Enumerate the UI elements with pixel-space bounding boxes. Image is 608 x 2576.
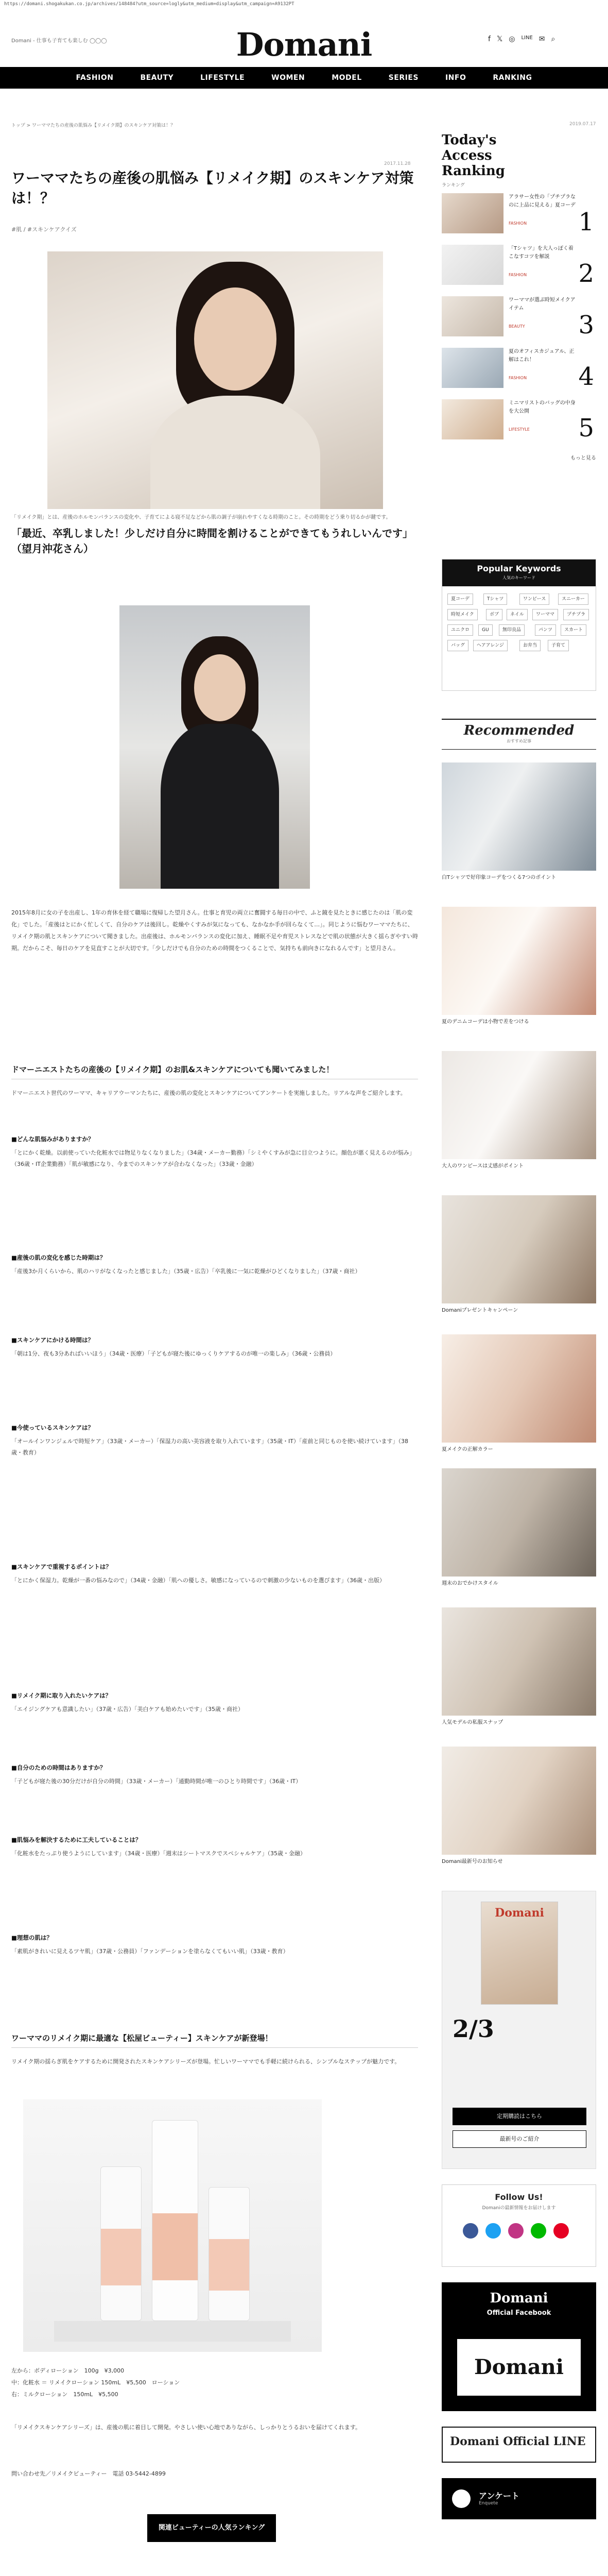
ranking-number: 4 [578,362,594,391]
recommended-item-text: 人気モデルの私服スナップ [442,1720,503,1725]
keyword-tag[interactable]: ユニクロ [447,624,473,636]
line-banner-text: Domani Official LINE [450,2435,586,2448]
article-quote: 「最近、卒乳しました！少しだけ自分に時間を割けることができてもうれしいんです」（望月沖花さん） [11,527,413,555]
product-image [23,2099,322,2352]
hero-image [47,251,383,509]
qa-question: ■スキンケアにかける時間は？ [11,1336,94,1344]
follow-instagram-icon[interactable] [508,2223,524,2239]
recommended-header [442,719,596,750]
qa-item [11,1422,418,1556]
line-banner[interactable] [442,2427,596,2463]
ranking-item-cat: BEAUTY [509,324,525,329]
ranking-item-text: ワーママが選ぶ時短メイクアイテム [509,297,576,311]
keyword-tag[interactable]: ボブ [486,609,502,620]
main-nav [0,67,608,89]
nav-info[interactable]: INFO [445,74,466,82]
ranking-title: Today's Access Ranking [442,132,505,179]
article-date: 2017.11.28 [384,161,411,166]
survey-sub: Enquete [479,2501,498,2506]
qa-question: ■肌悩みを解決するために工夫していることは？ [11,1836,142,1843]
recommended-item-text: 白Tシャツで好印象コーデをつくる7つのポイント [442,875,557,880]
section1-title: ドマーニエストたちの産後の【リメイク期】のお肌&スキンケアについても聞いてみました！ [11,1064,418,1079]
qa-item [11,1252,418,1329]
nav-lifestyle[interactable]: LIFESTYLE [200,74,245,82]
qa-question: ■スキンケアで重視するポイントは？ [11,1563,112,1570]
search-icon[interactable]: ⌕ [551,35,555,43]
ranking-item-cat: FASHION [509,376,527,380]
article-title: ワーママたちの産後の肌悩み【リメイク期】のスキンケア対策は！？ [11,170,414,207]
product-line: 右：ミルクローション 150mL ¥5,500 [11,2391,118,2398]
keyword-tag[interactable]: GU [478,624,493,636]
qa-question: ■リメイク期に取り入れたいケアは？ [11,1692,112,1699]
tagline: Domani - 仕事も子育ても楽しむ ◯◯◯ [11,38,107,44]
keyword-tag[interactable]: スニーカー [558,594,588,605]
keyword-tag[interactable]: 子育て [548,640,569,651]
magazine-date: 2/3 [453,2015,494,2043]
magazine-cover-logo: Domani [495,1906,544,1920]
keyword-tag[interactable]: ワンピース [519,594,549,605]
ranking-item-text: 夏のオフィスカジュアル、正解はこれ！ [509,349,575,363]
subscribe-button[interactable]: 定期購読はこちら [453,2108,586,2125]
recommended-item[interactable] [442,1747,596,1875]
product-note: 「リメイクスキンケアシリーズ」は、産後の肌に着目して開発。やさしい使い心地でありながら、しっかりとうるおいを届けてくれます。 [11,2424,361,2431]
nav-beauty[interactable]: BEAUTY [140,74,174,82]
qa-answer: 「朝は1分、夜も3分あればいいほう」（34歳・医療）「子どもが寝た後にゆっくりケアするのが唯一の楽しみ」（36歳・公務員） [11,1350,336,1357]
keywords-sub: 人気のキーワード [502,575,535,580]
ranking-item-text: ミニマリストのバッグの中身を大公開 [509,400,576,414]
keywords-box [442,559,596,691]
recommended-item[interactable] [442,1607,596,1736]
ranking-number: 3 [578,311,594,340]
keyword-tag[interactable]: バッグ [447,640,468,651]
qa-question: ■今使っているスキンケアは？ [11,1424,94,1431]
facebook-title: Official Facebook [487,2309,551,2317]
qa-answer: 「子どもが寝た後の30分だけが自分の時間」（33歳・メーカー）「通勤時間が唯一のひとり時間です」（36歳・IT） [11,1778,302,1785]
follow-twitter-icon[interactable] [485,2223,501,2239]
portrait-image [119,605,310,889]
keyword-tag[interactable]: お弁当 [519,640,541,651]
ranking-item[interactable] [442,193,596,241]
shop-info: 問い合わせ先／リメイクビューティー 電話 03-5442-4899 [11,2470,166,2477]
recommended-item-text: 大人のワンピースは丈感がポイント [442,1163,524,1169]
ranking-item[interactable] [442,245,596,292]
url-bar[interactable]: https://domani.shogakukan.co.jp/archives/148484?utm_source=logly&utm_medium=display&utm_campaign=A9132PT [4,2,294,7]
section2-intro: リメイク期の揺らぎ肌をケアするために開発されたスキンケアシリーズが登場。忙しいワーママでも手軽に続けられる、シンプルなステップが魅力です。 [11,2058,401,2065]
qa-question: ■理想の肌は？ [11,1934,53,1941]
keyword-tag[interactable]: 無印良品 [499,624,525,636]
product-list [11,2365,418,2400]
recommended-item[interactable] [442,1195,596,1324]
ranking-button[interactable]: 関連ビューティーの人気ランキング [147,2514,276,2542]
recommended-item-text: Domani最新号のお知らせ [442,1859,503,1865]
qa-answer: 「とにかく乾燥。以前使っていた化粧水では物足りなくなりました」（34歳・メーカー勤務）「シミやくすみが急に目立つように。顔色が悪く見えるのが悩み」（36歳・IT企業勤務）「肌が敏感になり、今までのスキンケアが合わなくなった」（33歳・金融） [11,1149,415,1167]
qa-item [11,1762,418,1824]
ranking-item-text: 「Tシャツ」を大人っぽく着こなすコツを解説 [509,246,574,260]
qa-question: ■産後の肌の変化を感じた時期は？ [11,1254,106,1261]
sidebar-date: 2019.07.17 [569,122,596,127]
keyword-tag[interactable]: ヘアアレンジ [473,640,508,651]
keyword-tag[interactable]: ワーママ [532,609,558,620]
qa-item [11,1690,418,1752]
qa-answer: 「エイジングケアも意識したい」（37歳・広告）「美白ケアも始めたいです」（35歳・商社） [11,1706,244,1713]
keyword-tag[interactable]: スカート [561,624,586,636]
twitter-icon[interactable]: 𝕏 [496,35,503,43]
follow-facebook-icon[interactable] [463,2223,478,2239]
ranking-item-cat: LIFESTYLE [509,427,530,432]
keyword-tag[interactable]: ネイル [507,609,528,620]
breadcrumb[interactable]: トップ > ワーママたちの産後の肌悩み【リメイク期】のスキンケア対策は！？ [11,123,176,128]
ranking-item-text: アラサー女性の「プチプラなのに上品に見える」夏コーデ [509,194,576,208]
ranking-item[interactable] [442,296,596,344]
ranking-item-cat: FASHION [509,221,527,226]
keyword-tag[interactable]: Tシャツ [483,594,507,605]
recommended-item[interactable] [442,1468,596,1597]
qa-answer: 「とにかく保湿力。乾燥が一番の悩みなので」（34歳・金融）「肌への優しさ。敏感になっているので刺激の少ないものを選びます」（36歳・出版） [11,1577,386,1584]
recommended-item-text: 週末のおでかけスタイル [442,1581,498,1586]
product-line: 左から：ボディローション 100g ¥3,000 [11,2367,125,2374]
keyword-tag[interactable]: パンツ [535,624,556,636]
follow-line-icon[interactable] [531,2223,546,2239]
nav-fashion[interactable]: FASHION [76,74,114,82]
ranking-more-link[interactable]: もっと見る [570,455,596,461]
magazine-box [442,1891,596,2169]
ranking-number: 1 [578,208,594,236]
mail-icon[interactable]: ✉ [538,35,545,43]
section2-title: ワーママのリメイク期に最適な【松屋ビューティー】スキンケアが新登場！ [11,2032,418,2048]
recommended-item-text: 夏メイクの正解カラー [442,1447,493,1452]
keyword-tag[interactable]: 時短メイク [447,609,478,620]
follow-title: Follow Us! [495,2192,543,2202]
recommended-item-text: 夏のデニムコーデは小物で差をつける [442,1019,529,1025]
ranking-number: 5 [578,414,594,443]
nav-ranking[interactable]: RANKING [493,74,532,82]
follow-box [442,2184,596,2267]
site-logo[interactable]: Domani [236,26,372,63]
keyword-tag[interactable]: 夏コーデ [447,594,473,605]
hero-caption: 「リメイク期」とは、産後のホルモンバランスの変化や、子育てによる寝不足などから肌の調子が崩れやすくなる時期のこと。その時期をどう乗り切るかが鍵です。 [11,515,391,520]
qa-answer: 「産後3か月くらいから、肌のハリがなくなったと感じました」（35歳・広告）「卒乳後に一気に乾燥がひどくなりました」（37歳・商社） [11,1268,361,1275]
recommended-title: Recommended [463,723,575,738]
qa-item [11,1932,418,1999]
facebook-logo: Domani [490,2291,548,2306]
line-icon[interactable]: LINE [521,35,533,41]
qa-question: ■どんな肌悩みがありますか？ [11,1136,94,1143]
survey-label: アンケート [479,2491,520,2501]
qa-answer: 「オールインワンジェルで時短ケア」（33歳・メーカー）「保湿力の高い美容液を取り入れています」（35歳・IT）「産前と同じものを使い続けています」（38歳・教育） [11,1438,408,1456]
nav-series[interactable]: SERIES [388,74,419,82]
qa-answer: 「素肌がきれいに見えるツヤ肌」（37歳・公務員）「ファンデーションを塗らなくてもいい肌」（33歳・教育） [11,1948,289,1955]
latest-issue-button[interactable]: 最新号のご紹介 [453,2130,586,2148]
recommended-item[interactable] [442,1051,596,1185]
nav-model[interactable]: MODEL [332,74,362,82]
qa-item [11,1334,418,1432]
keywords-title: Popular Keywords [477,564,561,573]
ranking-item[interactable] [442,399,596,447]
facebook-box[interactable] [442,2282,596,2411]
facebook-icon[interactable]: f [488,35,491,43]
recommended-item[interactable] [442,762,596,896]
product-line: 中：化粧水 ＝ リメイクローション 150mL ¥5,500 ローション [11,2379,180,2386]
ranking-header [442,133,596,188]
recommended-item-text: Domaniプレゼントキャンペーン [442,1308,518,1313]
qa-item [11,1561,418,1685]
qa-item [11,1133,418,1242]
recommended-sub: おすすめ記事 [506,739,532,743]
nav-women[interactable]: WOMEN [271,74,305,82]
ranking-item-cat: FASHION [509,273,527,277]
instagram-icon[interactable]: ◎ [509,35,515,43]
ranking-sub: ランキング [442,182,465,188]
keyword-tag[interactable]: プチプラ [563,609,589,620]
recommended-item[interactable] [442,1334,596,1458]
qa-item [11,1834,418,1927]
ranking-number: 2 [578,259,594,288]
qa-answer: 「化粧水をたっぷり使うようにしています」（34歳・医療）「週末はシートマスクでスペシャルケア」（35歳・金融） [11,1850,306,1857]
recommended-item[interactable] [442,907,596,1041]
section1-intro: ドマーニエスト世代のワーママ、キャリアウーマンたちに、産後の肌の変化とスキンケアについてアンケートを実施しました。リアルな声をご紹介します。 [11,1090,406,1096]
survey-banner[interactable] [442,2478,596,2519]
ranking-item[interactable] [442,348,596,395]
article-tags[interactable]: #肌 / #スキンケアクイズ [11,226,77,233]
header-social [488,35,555,43]
follow-sub: Domaniの最新情報をお届けします [482,2206,556,2211]
facebook-page-preview: Domani [457,2339,581,2396]
article-intro: 2015年8月に女の子を出産し、1年の育休を経て職場に復帰した望月さん。仕事と育児の両立に奮闘する毎日の中で、ふと鏡を見たときに感じたのは「肌の変化」でした。「産後はとにかく忙しくて、自分のケアは後回し。乾燥やくすみが気になっても、なかなか手が回らなくて…」。同じように悩むワーママたちに、リメイク期の肌とスキンケアについて聞きました。出産後は、ホルモンバランスの変化に加え、睡眠不足や育児ストレスなどで肌の状態が大きく揺らぎやすい時期。だからこそ、毎日のケアを見直すことが大切です。「少しだけでも自分のための時間をつくることで、気持ちも前向きになれるんです」と望月さん。 [11,909,418,952]
qa-question: ■自分のための時間はありますか？ [11,1764,106,1771]
follow-pinterest-icon[interactable] [553,2223,569,2239]
